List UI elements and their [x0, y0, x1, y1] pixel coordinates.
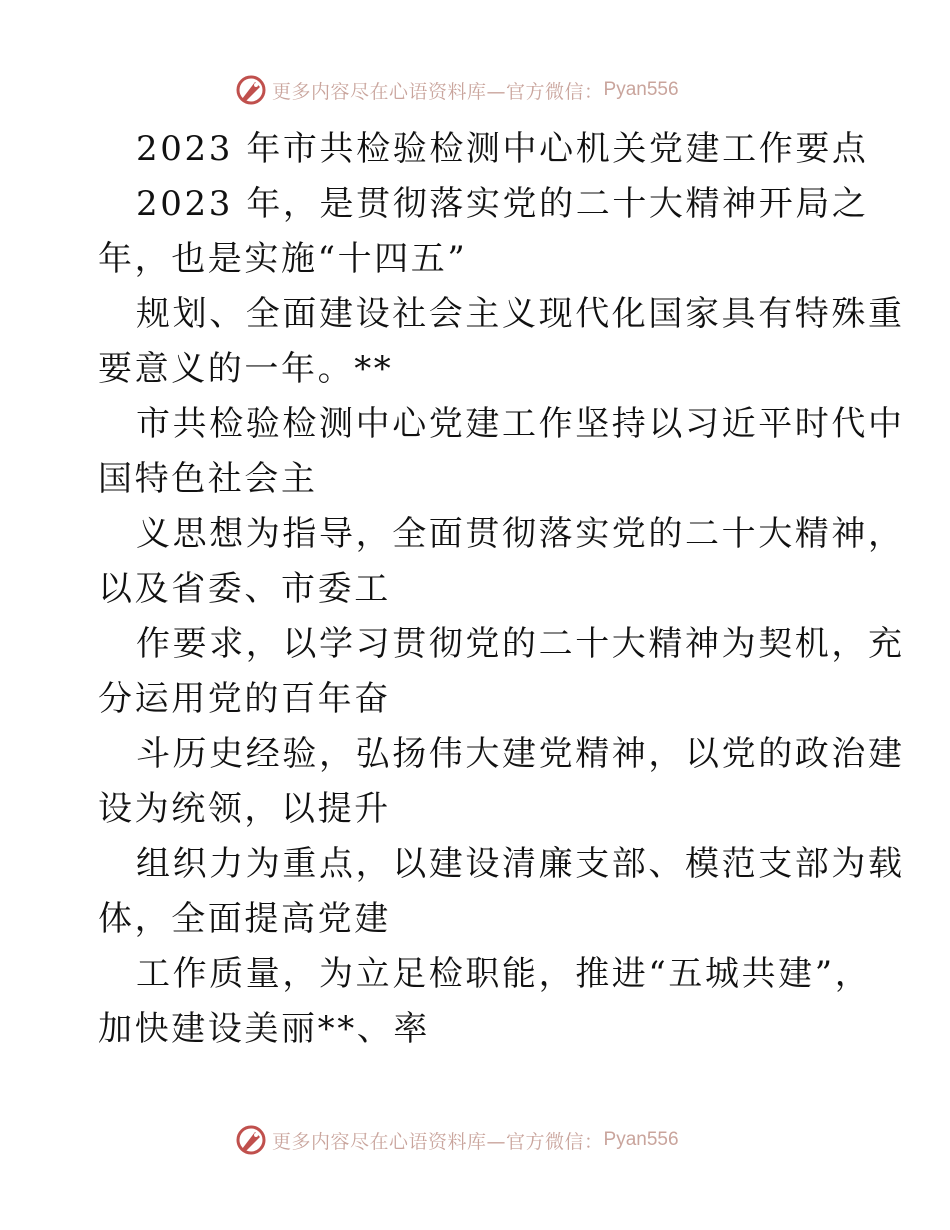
paragraph-line: 斗历史经验，弘扬伟大建党精神，以党的政治建 — [136, 734, 905, 774]
paragraph-line: 要意义的一年。** — [98, 349, 394, 389]
document-title: 2023 年市共检验检测中心机关党建工作要点 — [136, 129, 869, 169]
paragraph-line: 以及省委、市委工 — [98, 569, 391, 609]
footer-watermark — [234, 1122, 679, 1158]
paragraph-line: 工作质量，为立足检职能，推进“五城共建”， — [136, 954, 872, 994]
paragraph-line: 2023 年，是贯彻落实党的二十大精神开局之 — [136, 184, 869, 224]
watermark-wechat-id: Pyan556 — [603, 79, 679, 100]
header-watermark — [234, 72, 679, 108]
paragraph-line: 设为统领，以提升 — [98, 789, 391, 829]
paragraph-line: 体，全面提高党建 — [98, 899, 391, 939]
watermark-text: 更多内容尽在心语资料库—官方微信： — [272, 1130, 604, 1153]
paragraph-line: 国特色社会主 — [98, 459, 318, 499]
paragraph-line: 加快建设美丽**、率 — [98, 1009, 430, 1049]
paragraph-line: 组织力为重点，以建设清廉支部、模范支部为载 — [136, 844, 905, 884]
paragraph-line: 作要求，以学习贯彻党的二十大精神为契机，充 — [136, 624, 905, 664]
watermark-wechat-id: Pyan556 — [603, 1129, 679, 1150]
paragraph-line: 分运用党的百年奋 — [98, 679, 391, 719]
watermark-text: 更多内容尽在心语资料库—官方微信： — [272, 80, 604, 103]
document-body — [98, 122, 905, 1057]
paragraph-line: 市共检验检测中心党建工作坚持以习近平时代中 — [136, 404, 905, 444]
paragraph-line: 义思想为指导，全面贯彻落实党的二十大精神， — [136, 514, 905, 554]
pen-nib-logo-icon — [234, 1123, 268, 1157]
paragraph-line: 规划、全面建设社会主义现代化国家具有特殊重 — [136, 294, 905, 334]
paragraph-line: 年，也是实施“十四五” — [98, 239, 468, 279]
pen-nib-logo-icon — [234, 73, 268, 107]
